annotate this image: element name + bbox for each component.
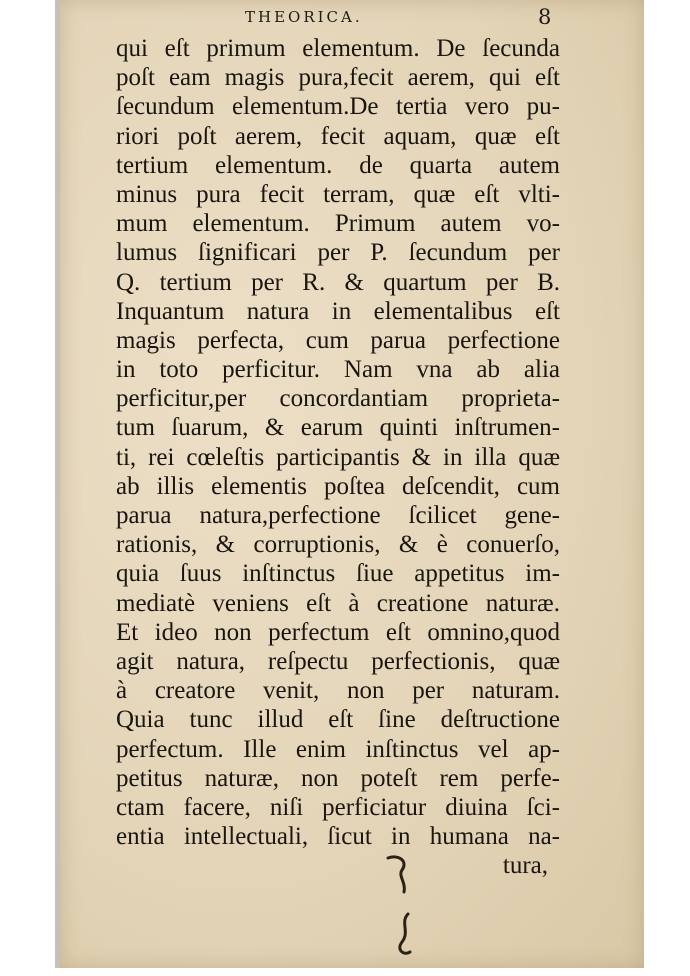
text-line: parua natura,perfectione ſcilicet gene- xyxy=(116,502,560,529)
text-line: ab illis elementis poſtea deſcendit, cum xyxy=(116,472,560,500)
text-line: perficitur,per concordantiam proprieta- xyxy=(116,385,560,413)
text-line: poſt eam magis pura,fecit aerem, qui eſt xyxy=(116,64,560,92)
text-line: ctam facere, niſi perficiatur diuina ſci- xyxy=(116,793,560,821)
text-line: tertium elementum. de quarta autem xyxy=(116,151,560,179)
catchword: tura, xyxy=(502,852,548,880)
text-line: rationis, & corruptionis, & è conuerſo, xyxy=(116,531,560,559)
text-line: petitus naturæ, non poteſt rem perfe- xyxy=(116,764,560,792)
text-line: magis perfecta, cum parua perfectione xyxy=(116,326,560,354)
text-line: Q. tertium per R. & quartum per B. xyxy=(116,268,560,296)
text-line: mediatè veniens eſt à creatione naturæ. xyxy=(116,589,560,617)
text-line: ſecundum elementum.De tertia vero pu- xyxy=(116,93,560,121)
body-text xyxy=(116,34,560,880)
running-title: THEORICA. xyxy=(245,8,363,26)
running-head xyxy=(60,6,644,28)
text-line: mum elementum. Primum autem vo- xyxy=(116,210,560,238)
text-line: ti, rei cœleſtis participantis & in illa quæ xyxy=(116,443,560,471)
text-line: entia intellectuali, ſicut in humana na- xyxy=(116,823,560,851)
text-line: in toto perficitur. Nam vna ab alia xyxy=(116,356,560,384)
text-line: quia ſuus inſtinctus ſiue appetitus im- xyxy=(116,560,560,588)
text-line: lumus ſignificari per P. ſecundum per xyxy=(116,239,560,267)
text-line: perfectum. Ille enim inſtinctus vel ap- xyxy=(116,735,560,763)
text-line: minus pura fecit terram, quæ eſt vlti- xyxy=(116,180,560,208)
text-line: Et ideo non perfectum eſt omnino,quod xyxy=(116,618,560,646)
text-line: agit natura, reſpectu perfectionis, quæ xyxy=(116,647,560,675)
text-line: Inquantum natura in elementalibus eſt xyxy=(116,297,560,325)
text-line: tum ſuarum, & earum quinti inſtrumen- xyxy=(116,414,560,442)
text-line: à creatore venit, non per naturam. xyxy=(116,677,560,705)
ink-flourish-icon xyxy=(380,852,420,962)
page-number: 8 xyxy=(538,5,552,29)
book-page xyxy=(60,0,644,968)
text-line: riori poſt aerem, fecit aquam, quæ eſt xyxy=(116,122,560,150)
text-line: Quia tunc illud eſt ſine deſtructione xyxy=(116,706,560,734)
text-line: qui eſt primum elementum. De ſecunda xyxy=(116,35,560,62)
